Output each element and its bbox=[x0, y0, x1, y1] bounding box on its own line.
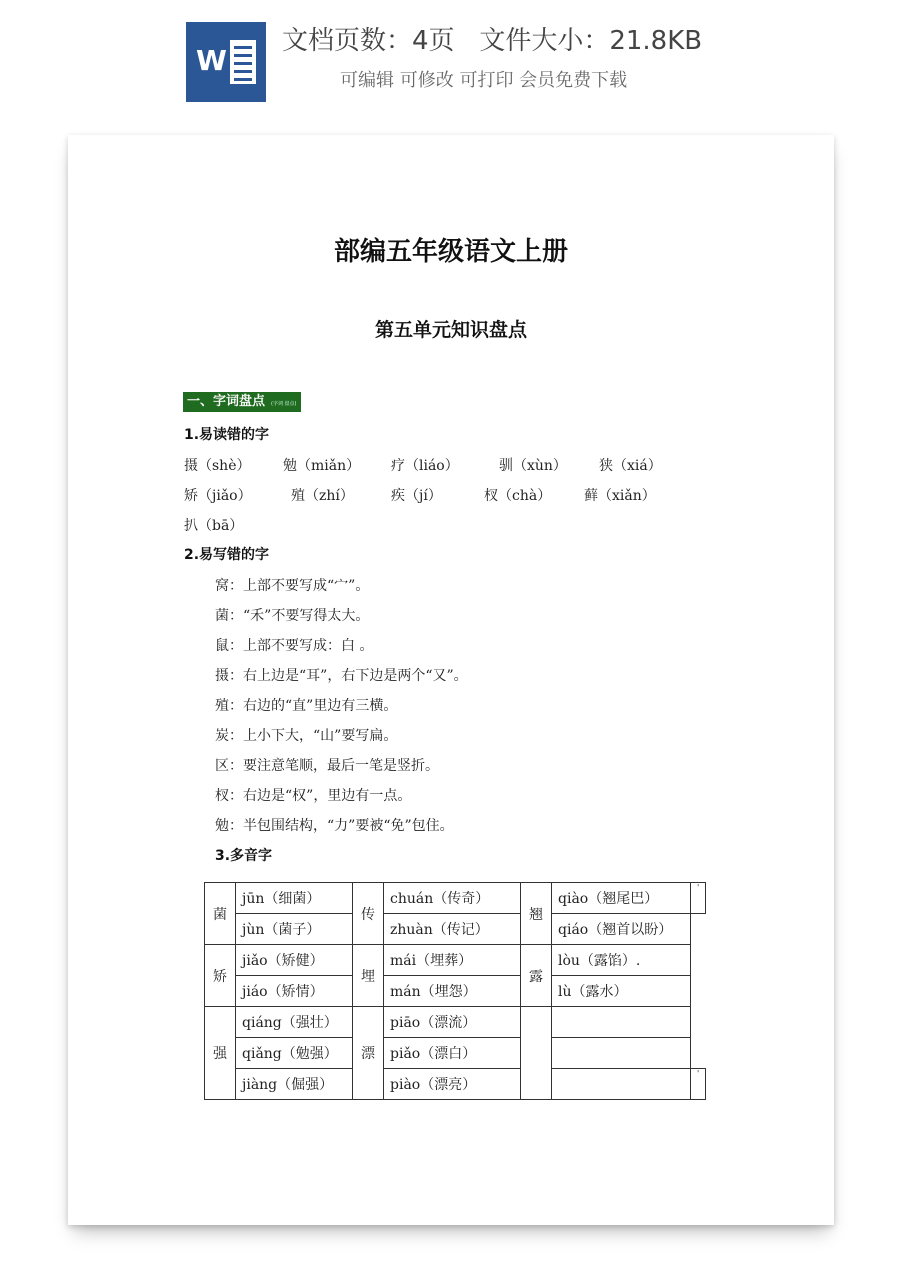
write-note: 菌：“禾”不要写得太大。 bbox=[215, 608, 370, 624]
document-title: 部编五年级语文上册 bbox=[333, 237, 568, 267]
word-file-icon bbox=[186, 22, 266, 102]
write-note: 炭：上小下大，“山”要写扁。 bbox=[215, 728, 398, 744]
table-empty-char bbox=[521, 1007, 552, 1100]
table-char: 露 bbox=[521, 945, 552, 1007]
table-spacer bbox=[691, 1007, 706, 1038]
document-page bbox=[68, 135, 834, 1225]
table-cell: jiǎo（矫健） bbox=[236, 945, 353, 976]
table-char: 矫 bbox=[205, 945, 236, 1007]
polyphonic-table bbox=[204, 882, 706, 1100]
section-heading-tiny: (字词 盘点) bbox=[271, 401, 297, 407]
table-empty-cell bbox=[552, 1007, 691, 1038]
table-cell: chuán（传奇） bbox=[384, 883, 521, 914]
table-char: 传 bbox=[353, 883, 384, 945]
table-cell: jiàng（倔强） bbox=[236, 1069, 353, 1100]
pinyin-item: 杈（chà） bbox=[484, 488, 552, 504]
table-cell: zhuàn（传记） bbox=[384, 914, 521, 945]
table-mark: ' bbox=[691, 883, 706, 914]
pinyin-item: 驯（xùn） bbox=[499, 458, 567, 474]
pinyin-item: 勉（miǎn） bbox=[283, 458, 361, 474]
table-char: 埋 bbox=[353, 945, 384, 1007]
table-cell: mán（埋怨） bbox=[384, 976, 521, 1007]
table-spacer bbox=[691, 1038, 706, 1069]
table-spacer bbox=[691, 914, 706, 945]
document-info: 文档页数：4页 文件大小：21.8KB bbox=[282, 26, 703, 56]
write-note: 鼠：上部不要写成：白 。 bbox=[215, 638, 374, 654]
write-note: 勉：半包围结构，“力”要被“免”包住。 bbox=[215, 818, 454, 834]
pinyin-item: 扒（bā） bbox=[184, 518, 244, 534]
pinyin-item: 狭（xiá） bbox=[599, 458, 662, 474]
table-empty-cell bbox=[552, 1069, 691, 1100]
table-cell: jūn（细菌） bbox=[236, 883, 353, 914]
write-note: 杈：右边是“权”，里边有一点。 bbox=[215, 788, 412, 804]
table-cell: mái（埋葬） bbox=[384, 945, 521, 976]
pinyin-item: 藓（xiǎn） bbox=[584, 488, 656, 504]
pinyin-item: 殖（zhí） bbox=[291, 488, 354, 504]
table-cell: lòu（露馅）. bbox=[552, 945, 691, 976]
section-heading bbox=[183, 392, 301, 412]
table-spacer bbox=[691, 945, 706, 976]
table-cell: piǎo（漂白） bbox=[384, 1038, 521, 1069]
table-char: 强 bbox=[205, 1007, 236, 1100]
heading-easy-miswrite: 2.易写错的字 bbox=[184, 547, 270, 563]
pinyin-item: 疾（jí） bbox=[391, 488, 442, 504]
table-spacer bbox=[691, 976, 706, 1007]
word-icon-letter: W bbox=[196, 44, 227, 77]
write-note: 窝：上部不要写成“宀”。 bbox=[215, 578, 370, 594]
heading-easy-misread: 1.易读错的字 bbox=[184, 427, 270, 443]
pinyin-item: 疗（liáo） bbox=[391, 458, 459, 474]
download-header bbox=[0, 0, 900, 120]
write-note: 摄：右上边是“耳”，右下边是两个“又”。 bbox=[215, 668, 468, 684]
table-char: 菌 bbox=[205, 883, 236, 945]
write-note: 殖：右边的“直”里边有三横。 bbox=[215, 698, 398, 714]
table-char: 翘 bbox=[521, 883, 552, 945]
table-cell: piāo（漂流） bbox=[384, 1007, 521, 1038]
table-cell: qiáo（翘首以盼） bbox=[552, 914, 691, 945]
table-cell: qiǎng（勉强） bbox=[236, 1038, 353, 1069]
pinyin-item: 摄（shè） bbox=[184, 458, 251, 474]
table-cell: qiáng（强壮） bbox=[236, 1007, 353, 1038]
table-cell: jiáo（矫情） bbox=[236, 976, 353, 1007]
table-char: 漂 bbox=[353, 1007, 384, 1100]
table-empty-cell bbox=[552, 1038, 691, 1069]
table-cell: lù（露水） bbox=[552, 976, 691, 1007]
write-note: 区：要注意笔顺，最后一笔是竖折。 bbox=[215, 758, 439, 774]
table-cell: qiào（翘尾巴） bbox=[552, 883, 691, 914]
pinyin-item: 矫（jiǎo） bbox=[184, 488, 252, 504]
document-features: 可编辑 可修改 可打印 会员免费下载 bbox=[340, 70, 628, 91]
table-cell: piào（漂亮） bbox=[384, 1069, 521, 1100]
document-subtitle: 第五单元知识盘点 bbox=[374, 319, 527, 341]
table-mark: ' bbox=[691, 1069, 706, 1100]
heading-polyphonic: 3.多音字 bbox=[215, 848, 273, 864]
word-icon-lines bbox=[230, 40, 256, 84]
section-heading-label: 一、字词盘点 bbox=[187, 394, 266, 409]
table-cell: jùn（菌子） bbox=[236, 914, 353, 945]
